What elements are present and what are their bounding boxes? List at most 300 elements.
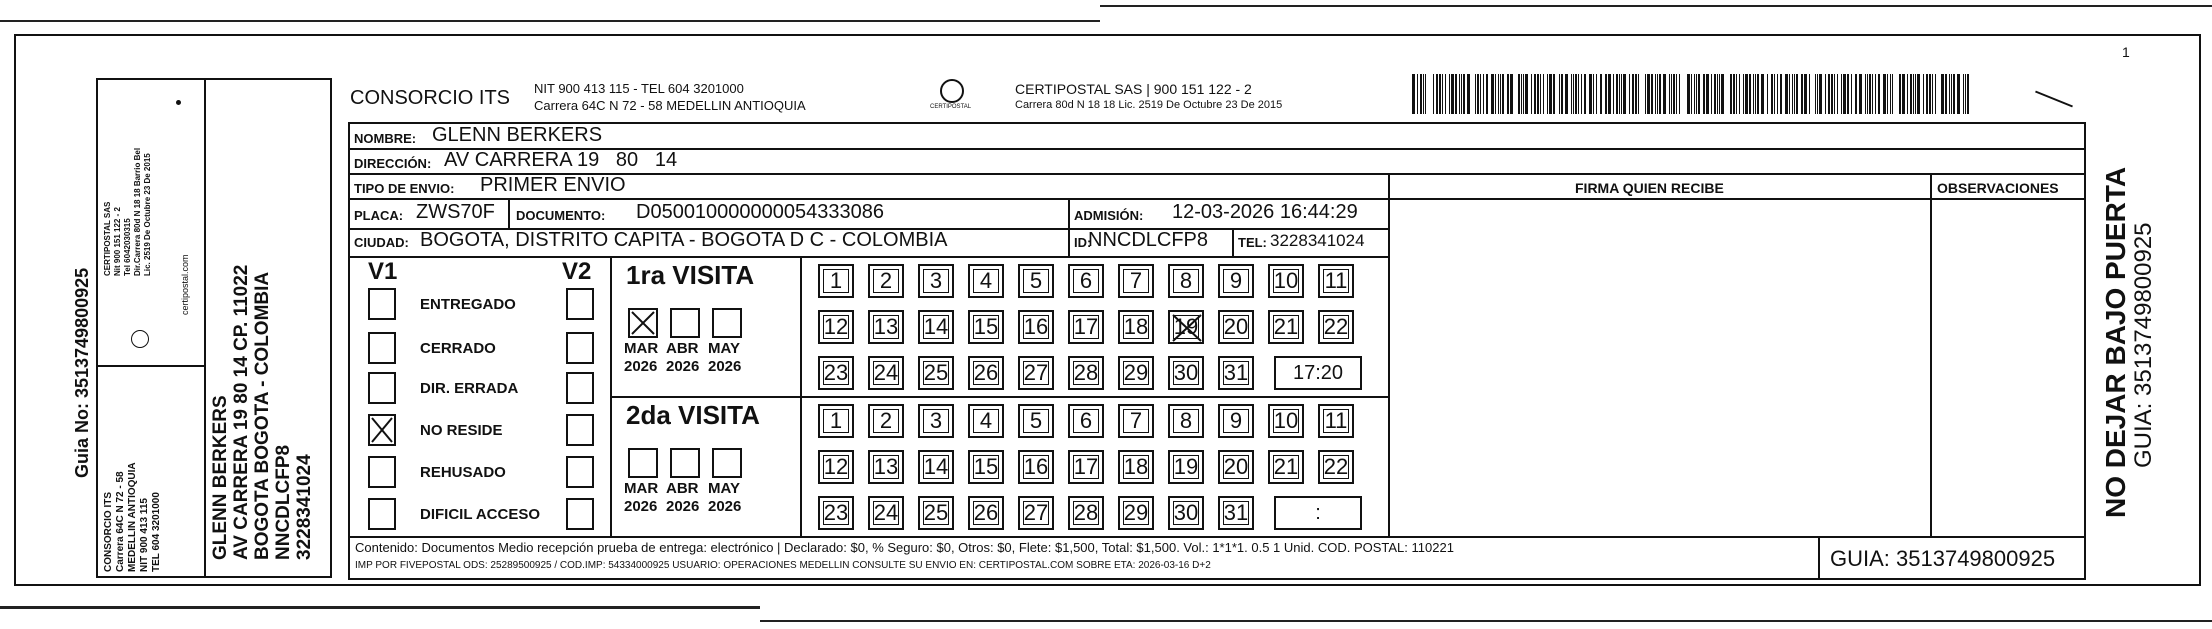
barcode-bar bbox=[1412, 74, 1415, 114]
day-cell[interactable]: 31 bbox=[1218, 356, 1254, 390]
second-visit-title: 2da VISITA bbox=[626, 400, 760, 430]
day-cell[interactable]: 21 bbox=[1268, 310, 1304, 344]
ciudad-label: CIUDAD: bbox=[354, 235, 409, 250]
barcode-bar bbox=[1439, 74, 1441, 114]
month-checkbox[interactable] bbox=[670, 448, 700, 478]
barcode-bar bbox=[1616, 74, 1618, 114]
barcode-bar bbox=[1859, 74, 1862, 114]
barcode-bar bbox=[1425, 74, 1426, 114]
barcode-bar bbox=[1843, 74, 1846, 114]
barcode-bar bbox=[1767, 74, 1768, 114]
stub-web: certipostal.com bbox=[180, 254, 190, 315]
certipostal-logo-icon bbox=[131, 330, 149, 348]
barcode-bar bbox=[1915, 74, 1916, 114]
col-line bbox=[1930, 173, 1932, 536]
barcode-bar bbox=[1785, 74, 1788, 114]
observaciones-label: OBSERVACIONES bbox=[1937, 180, 2059, 196]
month-label: ABR bbox=[666, 340, 699, 357]
barcode-bar bbox=[1598, 74, 1599, 114]
barcode-bar bbox=[1736, 74, 1737, 114]
day-cell[interactable]: 2 bbox=[868, 404, 904, 438]
day-cell[interactable]: 20 bbox=[1218, 310, 1254, 344]
barcode-bar bbox=[1655, 74, 1656, 114]
barcode-bar bbox=[1638, 74, 1639, 114]
day-cell[interactable]: 7 bbox=[1118, 404, 1154, 438]
barcode-bar bbox=[1719, 74, 1720, 114]
time-field[interactable]: 17:20 bbox=[1274, 356, 1362, 390]
id-label: ID: bbox=[1074, 235, 1092, 250]
barcode-bar bbox=[1809, 74, 1810, 114]
no-dejar-warning: NO DEJAR BAJO PUERTA bbox=[2100, 166, 2131, 518]
barcode-bar bbox=[1696, 74, 1697, 114]
day-cell[interactable]: 1 bbox=[818, 404, 854, 438]
barcode-bar bbox=[1565, 74, 1568, 114]
month-label: MAR bbox=[624, 480, 659, 497]
barcode-bar bbox=[1605, 74, 1607, 114]
scan-edge-bottom-right bbox=[760, 620, 2212, 622]
stub-divider bbox=[96, 365, 206, 367]
barcode-bar bbox=[1507, 74, 1509, 114]
day-cell[interactable]: 3 bbox=[918, 404, 954, 438]
barcode-bar bbox=[1525, 74, 1528, 114]
barcode-bar bbox=[1913, 74, 1914, 114]
reason-label: DIFICIL ACCESO bbox=[420, 506, 541, 523]
imp-text: IMP POR FIVEPOSTAL ODS: 25289500925 / COD.IMP: 54334000925 USUARIO: OPERACIONES MEDELLIN CONSULTE SU ENVIO EN: CERTIPOSTAL.COM SOBRE ETA: 2026-03-16 D+2 bbox=[355, 560, 1211, 571]
barcode-bar bbox=[1777, 74, 1778, 114]
barcode-bar bbox=[1480, 74, 1481, 114]
month-checkbox[interactable] bbox=[628, 308, 658, 338]
v2-checkbox[interactable] bbox=[566, 372, 594, 404]
barcode-bar bbox=[1902, 74, 1905, 114]
year-label: 2026 bbox=[708, 498, 742, 515]
day-cell[interactable]: 18 bbox=[1118, 310, 1154, 344]
barcode-bar bbox=[1721, 74, 1724, 114]
day-cell[interactable]: 11 bbox=[1318, 404, 1354, 438]
reason-label: NO RESIDE bbox=[420, 422, 503, 439]
barcode-bar bbox=[1910, 74, 1912, 114]
barcode-bar bbox=[1540, 74, 1541, 114]
tipo-value: PRIMER ENVIO bbox=[480, 174, 626, 196]
barcode-bar bbox=[1892, 74, 1893, 114]
barcode-bar bbox=[1769, 74, 1770, 114]
col-line bbox=[1388, 173, 1390, 536]
barcode-bar bbox=[1523, 74, 1524, 114]
barcode-bar bbox=[1673, 74, 1675, 114]
day-cell[interactable]: 15 bbox=[968, 450, 1004, 484]
direccion-value: AV CARRERA 19 80 14 bbox=[444, 149, 678, 171]
barcode-bar bbox=[1682, 74, 1684, 114]
time-field[interactable]: : bbox=[1274, 496, 1362, 530]
barcode-bar bbox=[1553, 74, 1555, 114]
barcode-bar bbox=[1495, 74, 1496, 114]
barcode-bar bbox=[1657, 74, 1658, 114]
barcode-bar bbox=[1676, 74, 1677, 114]
day-cell[interactable]: 25 bbox=[918, 356, 954, 390]
day-cell[interactable]: 22 bbox=[1318, 310, 1354, 344]
barcode-bar bbox=[1645, 74, 1646, 114]
day-cell[interactable]: 19 bbox=[1168, 450, 1204, 484]
barcode-bar bbox=[1851, 74, 1852, 114]
courier-logo-caption: CERTIPOSTAL bbox=[930, 104, 972, 110]
day-cell[interactable]: 14 bbox=[918, 310, 954, 344]
barcode-bar bbox=[1923, 74, 1924, 114]
barcode-bar bbox=[1917, 74, 1920, 114]
barcode-bar bbox=[1949, 74, 1950, 114]
day-cell[interactable]: 21 bbox=[1268, 450, 1304, 484]
barcode-bar bbox=[1473, 74, 1474, 114]
month-checkbox[interactable] bbox=[712, 448, 742, 478]
barcode-bar bbox=[1812, 74, 1814, 114]
footer-guia: GUIA: 3513749800925 bbox=[1830, 546, 2056, 571]
barcode-bar bbox=[1445, 74, 1446, 114]
barcode-bar bbox=[1463, 74, 1465, 114]
day-cell[interactable]: 14 bbox=[918, 450, 954, 484]
day-cell[interactable]: 8 bbox=[1168, 404, 1204, 438]
day-cell[interactable]: 7 bbox=[1118, 264, 1154, 298]
day-cell[interactable]: 10 bbox=[1268, 404, 1304, 438]
day-cell[interactable]: 24 bbox=[868, 356, 904, 390]
v1-checkbox[interactable] bbox=[368, 288, 396, 320]
barcode-bar bbox=[1819, 74, 1822, 114]
direccion-label: DIRECCIÓN: bbox=[354, 156, 432, 171]
day-cell[interactable]: 24 bbox=[868, 496, 904, 530]
barcode-bar bbox=[1743, 74, 1744, 114]
barcode-bar bbox=[1953, 74, 1955, 114]
day-cell[interactable]: 30 bbox=[1168, 356, 1204, 390]
barcode-bar bbox=[1433, 74, 1434, 114]
day-cell[interactable]: 4 bbox=[968, 264, 1004, 298]
barcode-bar bbox=[1561, 74, 1563, 114]
month-checkbox[interactable] bbox=[712, 308, 742, 338]
day-cell[interactable]: 6 bbox=[1068, 264, 1104, 298]
barcode-bar bbox=[1510, 74, 1513, 114]
barcode-bar bbox=[1691, 74, 1692, 114]
day-cell[interactable]: 23 bbox=[818, 356, 854, 390]
v2-checkbox[interactable] bbox=[566, 288, 594, 320]
barcode-bar bbox=[1717, 74, 1718, 114]
day-cell[interactable]: 27 bbox=[1018, 496, 1054, 530]
barcode-bar bbox=[1771, 74, 1773, 114]
stub-guia-number: Guia No: 3513749800925 bbox=[72, 267, 92, 478]
courier-name: CERTIPOSTAL SAS | 900 151 122 - 2 bbox=[1015, 81, 1252, 97]
day-cell[interactable]: 27 bbox=[1018, 356, 1054, 390]
barcode-bar bbox=[1957, 74, 1960, 114]
company-address: Carrera 64C N 72 - 58 MEDELLIN ANTIOQUIA bbox=[534, 98, 806, 113]
barcode-bar bbox=[1629, 74, 1630, 114]
reason-label: CERRADO bbox=[420, 340, 496, 357]
firma-label: FIRMA QUIEN RECIBE bbox=[1575, 180, 1724, 196]
v2-checkbox[interactable] bbox=[566, 498, 594, 530]
scan-edge-top-right bbox=[1100, 5, 2212, 7]
barcode-bar bbox=[1945, 74, 1947, 114]
day-cell[interactable]: 26 bbox=[968, 356, 1004, 390]
day-cell[interactable]: 13 bbox=[868, 450, 904, 484]
documento-value: D050010000000054333086 bbox=[636, 201, 885, 223]
barcode-bar bbox=[1749, 74, 1751, 114]
v2-label: V2 bbox=[562, 258, 592, 285]
day-cell[interactable]: 12 bbox=[818, 450, 854, 484]
placa-value: ZWS70F bbox=[416, 201, 495, 223]
v1-checkbox[interactable] bbox=[368, 372, 396, 404]
barcode-bar bbox=[1600, 74, 1602, 114]
barcode-bar bbox=[1834, 74, 1835, 114]
row-line bbox=[610, 396, 1388, 398]
barcode-bar bbox=[1687, 74, 1690, 114]
day-cell[interactable]: 8 bbox=[1168, 264, 1204, 298]
day-cell[interactable]: 18 bbox=[1118, 450, 1154, 484]
admision-value: 12-03-2026 16:44:29 bbox=[1172, 201, 1358, 223]
barcode-bar bbox=[1714, 74, 1716, 114]
day-cell[interactable]: 11 bbox=[1318, 264, 1354, 298]
check-x-icon bbox=[630, 310, 656, 336]
day-cell[interactable]: 3 bbox=[918, 264, 954, 298]
barcode-bar bbox=[1935, 74, 1936, 114]
day-cell[interactable]: 23 bbox=[818, 496, 854, 530]
barcode-bar bbox=[1459, 74, 1460, 114]
reason-label: REHUSADO bbox=[420, 464, 506, 481]
year-label: 2026 bbox=[624, 358, 658, 375]
day-cell[interactable]: 2 bbox=[868, 264, 904, 298]
day-cell[interactable]: 28 bbox=[1068, 356, 1104, 390]
day-cell[interactable]: 31 bbox=[1218, 496, 1254, 530]
barcode-bar bbox=[1796, 74, 1798, 114]
barcode-bar bbox=[1461, 74, 1462, 114]
barcode-bar bbox=[1711, 74, 1712, 114]
day-cell[interactable]: 10 bbox=[1268, 264, 1304, 298]
day-cell[interactable]: 13 bbox=[868, 310, 904, 344]
barcode-bar bbox=[1573, 74, 1574, 114]
tel-label: TEL: bbox=[1238, 235, 1267, 250]
barcode-bar bbox=[1537, 74, 1539, 114]
barcode-bar bbox=[1831, 74, 1833, 114]
barcode-bar bbox=[1420, 74, 1422, 114]
barcode-bar bbox=[1559, 74, 1560, 114]
barcode-bar bbox=[1929, 74, 1931, 114]
stub-dot bbox=[176, 100, 181, 105]
day-cell[interactable]: 29 bbox=[1118, 496, 1154, 530]
barcode-bar bbox=[1500, 74, 1501, 114]
barcode-bar bbox=[1475, 74, 1476, 114]
barcode-bar bbox=[1825, 74, 1826, 114]
v2-checkbox[interactable] bbox=[566, 456, 594, 488]
v1-checkbox[interactable] bbox=[368, 414, 396, 446]
barcode-bar bbox=[1926, 74, 1928, 114]
scan-edge-bottom bbox=[0, 606, 760, 609]
barcode-bar bbox=[1613, 74, 1614, 114]
col-line bbox=[1818, 536, 1820, 580]
documento-label: DOCUMENTO: bbox=[516, 208, 606, 223]
company-name: CONSORCIO ITS bbox=[350, 87, 511, 109]
col-line bbox=[508, 198, 510, 228]
day-cell[interactable]: 5 bbox=[1018, 404, 1054, 438]
v2-checkbox[interactable] bbox=[566, 332, 594, 364]
barcode-bar bbox=[1451, 74, 1454, 114]
year-label: 2026 bbox=[666, 358, 700, 375]
check-x-icon bbox=[1170, 312, 1204, 344]
barcode-bar bbox=[1498, 74, 1499, 114]
nombre-label: NOMBRE: bbox=[354, 131, 417, 146]
barcode-bar bbox=[1727, 74, 1728, 114]
barcode-bar bbox=[1483, 74, 1484, 114]
barcode-bar bbox=[1792, 74, 1793, 114]
barcode-bar bbox=[1804, 74, 1807, 114]
barcode-bar bbox=[1733, 74, 1735, 114]
barcode-bar bbox=[1855, 74, 1857, 114]
reason-label: DIR. ERRADA bbox=[420, 380, 519, 397]
barcode-bar bbox=[1623, 74, 1626, 114]
barcode-bar bbox=[1486, 74, 1488, 114]
barcode-bar bbox=[1730, 74, 1732, 114]
col-line bbox=[1232, 228, 1234, 256]
barcode-bar bbox=[1965, 74, 1966, 114]
day-cell[interactable]: 15 bbox=[968, 310, 1004, 344]
barcode-bar bbox=[1669, 74, 1670, 114]
barcode-bar bbox=[1449, 74, 1450, 114]
day-cell[interactable]: 26 bbox=[968, 496, 1004, 530]
month-checkbox[interactable] bbox=[628, 448, 658, 478]
day-cell[interactable]: 25 bbox=[918, 496, 954, 530]
barcode-bar bbox=[1619, 74, 1620, 114]
barcode-bar bbox=[1755, 74, 1756, 114]
day-cell[interactable]: 30 bbox=[1168, 496, 1204, 530]
month-label: MAY bbox=[708, 480, 740, 497]
barcode-bar bbox=[1547, 74, 1548, 114]
day-cell[interactable]: 28 bbox=[1068, 496, 1104, 530]
barcode-bar bbox=[1549, 74, 1552, 114]
barcode-bar bbox=[1679, 74, 1680, 114]
placa-label: PLACA: bbox=[354, 208, 404, 223]
barcode-bar bbox=[1907, 74, 1908, 114]
barcode-bar bbox=[1442, 74, 1443, 114]
barcode-bar bbox=[1801, 74, 1803, 114]
day-cell[interactable]: 1 bbox=[818, 264, 854, 298]
barcode-bar bbox=[1571, 74, 1572, 114]
day-cell[interactable]: 9 bbox=[1218, 264, 1254, 298]
barcode-bar bbox=[1761, 74, 1764, 114]
courier-address: Carrera 80d N 18 18 Lic. 2519 De Octubre 23 De 2015 bbox=[1015, 99, 1283, 111]
year-label: 2026 bbox=[666, 498, 700, 515]
barcode-bar bbox=[1417, 74, 1418, 114]
nombre-value: GLENN BERKERS bbox=[432, 124, 603, 146]
v2-checkbox[interactable] bbox=[566, 414, 594, 446]
barcode-bar bbox=[1543, 74, 1544, 114]
barcode-bar bbox=[1867, 74, 1868, 114]
barcode-bar bbox=[1932, 74, 1933, 114]
barcode-bar bbox=[1581, 74, 1582, 114]
day-cell[interactable]: 5 bbox=[1018, 264, 1054, 298]
day-cell[interactable]: 12 bbox=[818, 310, 854, 344]
barcode-bar bbox=[1869, 74, 1871, 114]
barcode-bar bbox=[1774, 74, 1775, 114]
barcode-bar bbox=[1890, 74, 1891, 114]
barcode-bar bbox=[1467, 74, 1470, 114]
month-checkbox[interactable] bbox=[670, 308, 700, 338]
barcode-bar bbox=[1663, 74, 1666, 114]
barcode-bar bbox=[1815, 74, 1816, 114]
v1-checkbox[interactable] bbox=[368, 456, 396, 488]
contenido-text: Contenido: Documentos Medio recepción prueba de entrega: electrónico | Declarado: $0, % Seguro: $0, Otros: $0, Flete: $1,500, Total: $1,500. Vol.: 1*1*1. 0.5 1 Unid. COD. POSTAL: 110221 bbox=[355, 540, 1454, 555]
courier-logo-icon bbox=[940, 79, 964, 103]
v1-checkbox[interactable] bbox=[368, 498, 396, 530]
year-label: 2026 bbox=[624, 498, 658, 515]
barcode-bar bbox=[1872, 74, 1873, 114]
barcode-bar bbox=[1521, 74, 1522, 114]
year-label: 2026 bbox=[708, 358, 742, 375]
barcode-bar bbox=[1694, 74, 1695, 114]
barcode-bar bbox=[1534, 74, 1536, 114]
barcode-bar bbox=[1753, 74, 1754, 114]
stub-sender-address: CONSORCIO ITS Carrera 64C N 72 - 58 MEDELLIN ANTIOQUIA NIT 900 413 115 TEL 604 3201000 bbox=[103, 462, 162, 572]
day-cell[interactable]: 17 bbox=[1068, 450, 1104, 484]
barcode-bar bbox=[1589, 74, 1592, 114]
barcode-bar bbox=[1941, 74, 1944, 114]
barcode-bar bbox=[1794, 74, 1795, 114]
stub-recipient-address: GLENN BERKERS AV CARRERA 19 80 14 CP. 11022 BOGOTA BOGOTA - COLOMBIA NNCDLCFP8 3228341024 bbox=[210, 264, 315, 560]
barcode-bar bbox=[1887, 74, 1888, 114]
barcode-bar bbox=[1847, 74, 1849, 114]
barcode-bar bbox=[1951, 74, 1952, 114]
barcode-bar bbox=[1703, 74, 1705, 114]
barcode-bar bbox=[1745, 74, 1748, 114]
barcode-bar bbox=[1883, 74, 1886, 114]
day-cell[interactable]: 29 bbox=[1118, 356, 1154, 390]
barcode-bar bbox=[1671, 74, 1672, 114]
month-label: ABR bbox=[666, 480, 699, 497]
barcode-bar bbox=[1423, 74, 1424, 114]
barcode-bar bbox=[1963, 74, 1964, 114]
day-cell[interactable]: 9 bbox=[1218, 404, 1254, 438]
barcode-bar bbox=[1757, 74, 1759, 114]
barcode-bar bbox=[1828, 74, 1830, 114]
barcode-bar bbox=[1878, 74, 1880, 114]
month-label: MAR bbox=[624, 340, 659, 357]
day-cell[interactable]: 6 bbox=[1068, 404, 1104, 438]
row-line bbox=[348, 198, 2086, 200]
barcode-bar bbox=[1436, 74, 1438, 114]
barcode-bar bbox=[1837, 74, 1838, 114]
barcode-bar bbox=[1651, 74, 1653, 114]
month-label: MAY bbox=[708, 340, 740, 357]
barcode-bar bbox=[1578, 74, 1579, 114]
scan-edge-top bbox=[0, 20, 1100, 22]
v1-checkbox[interactable] bbox=[368, 332, 396, 364]
day-cell[interactable]: 17 bbox=[1068, 310, 1104, 344]
barcode-bar bbox=[1427, 74, 1430, 114]
barcode-bar bbox=[1557, 74, 1558, 114]
barcode-bar bbox=[1455, 74, 1457, 114]
barcode-bar bbox=[1632, 74, 1634, 114]
day-cell[interactable]: 19 bbox=[1168, 310, 1204, 344]
barcode-bar bbox=[1739, 74, 1740, 114]
day-cell[interactable]: 20 bbox=[1218, 450, 1254, 484]
reason-label: ENTREGADO bbox=[420, 296, 516, 313]
barcode-bar bbox=[1899, 74, 1901, 114]
admision-label: ADMISIÓN: bbox=[1074, 208, 1144, 223]
day-cell[interactable]: 4 bbox=[968, 404, 1004, 438]
doc-mark: 1 bbox=[2122, 44, 2130, 60]
col-line bbox=[1068, 198, 1070, 256]
barcode-image bbox=[1412, 74, 1972, 114]
barcode-bar bbox=[1780, 74, 1782, 114]
barcode-bar bbox=[1531, 74, 1532, 114]
day-cell[interactable]: 16 bbox=[1018, 450, 1054, 484]
barcode-bar bbox=[1841, 74, 1842, 114]
day-cell[interactable]: 16 bbox=[1018, 310, 1054, 344]
barcode-bar bbox=[1635, 74, 1637, 114]
ciudad-value: BOGOTA, DISTRITO CAPITA - BOGOTA D C - COLOMBIA bbox=[420, 229, 948, 251]
day-cell[interactable]: 22 bbox=[1318, 450, 1354, 484]
barcode-bar bbox=[1817, 74, 1818, 114]
